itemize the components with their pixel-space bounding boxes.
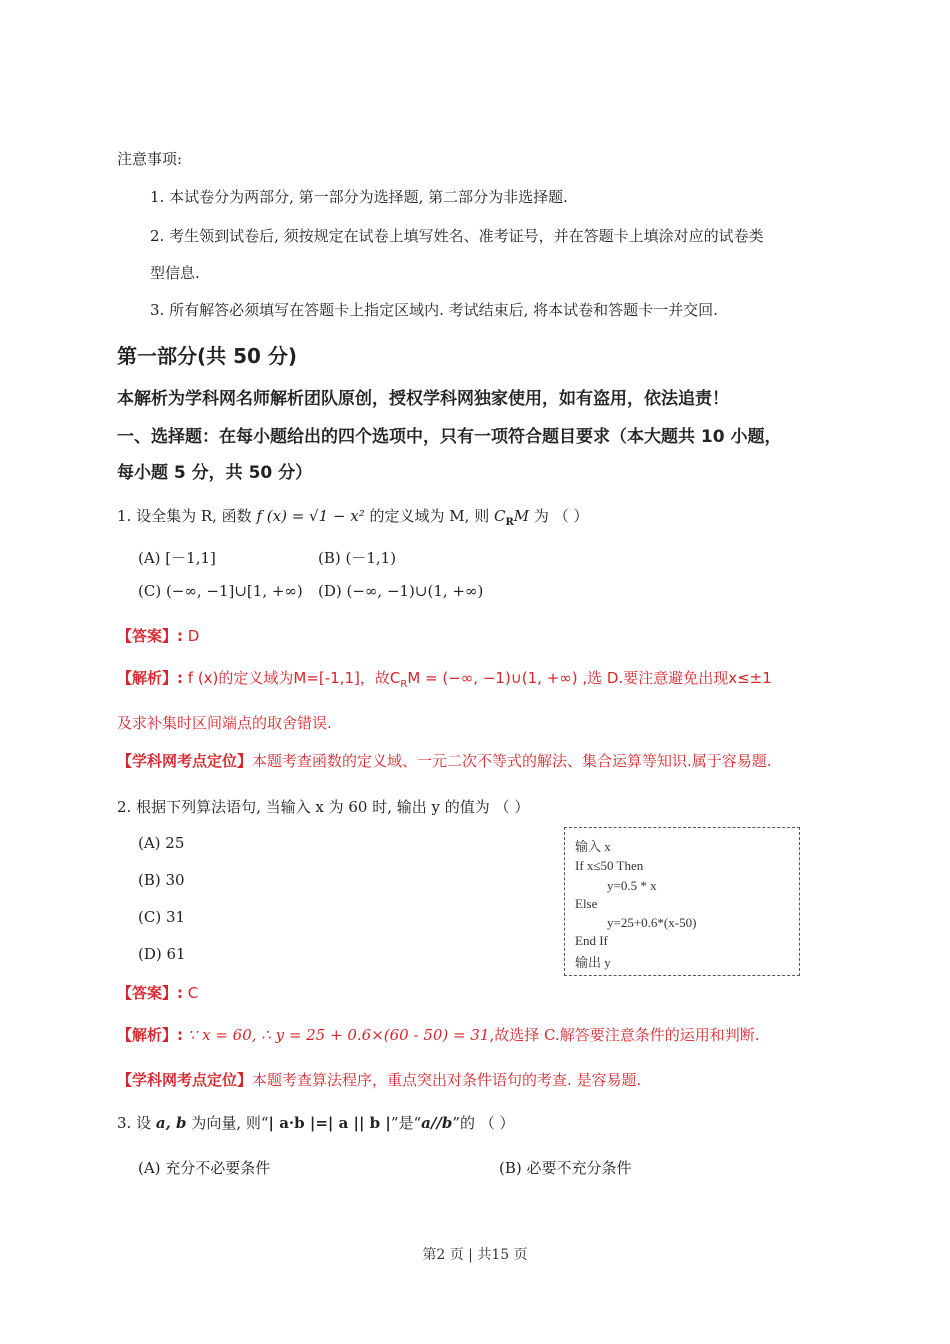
q1-answer: 【答案】: D bbox=[117, 627, 200, 645]
q2-option-b: (B) 30 bbox=[138, 871, 185, 889]
q1-analysis-cont: 及求补集时区间端点的取舍错误. bbox=[117, 714, 332, 732]
notice-title: 注意事项: bbox=[117, 150, 183, 168]
q1-knowledge-point: 【学科网考点定位】本题考查函数的定义域、一元二次不等式的解法、集合运算等知识.属于容易题. bbox=[117, 752, 772, 770]
page-footer: 第2 页 | 共15 页 bbox=[422, 1247, 528, 1263]
notice-item-2: 2. 考生领到试卷后, 须按规定在试卷上填写姓名、准考证号，并在答题卡上填涂对应的试卷类 bbox=[150, 227, 764, 245]
code-line-7: 输出 y bbox=[575, 955, 611, 970]
notice-item-1: 1. 本试卷分为两部分, 第一部分为选择题, 第二部分为非选择题. bbox=[150, 188, 568, 206]
q2-option-d: (D) 61 bbox=[138, 945, 186, 963]
q1-stem bbox=[117, 505, 588, 528]
q2-option-c: (C) 31 bbox=[138, 908, 186, 926]
code-line-1: 输入 x bbox=[575, 839, 611, 854]
q3-option-b: (B) 必要不充分条件 bbox=[499, 1159, 632, 1177]
code-line-3: y=0.5 * x bbox=[607, 878, 657, 893]
q1-option-a: (A) [－1,1] bbox=[138, 549, 216, 567]
q1-stem-b: 的定义域为 M, 则 bbox=[369, 507, 490, 525]
code-line-5: y=25+0.6*(x-50) bbox=[607, 915, 697, 930]
q1-option-b: (B) (－1,1) bbox=[318, 549, 397, 567]
section-instructions-cont: 每小题 5 分，共 50 分） bbox=[117, 463, 313, 483]
q2-analysis: 【解析】: ∵ x = 60, ∴ y = 25 + 0.6×(60 - 50) = 31,故选择 C.解答要注意条件的运用和判断. bbox=[117, 1026, 760, 1044]
q1-stem-c: 为 （ ） bbox=[533, 507, 589, 525]
copyright-notice: 本解析为学科网名师解析团队原创，授权学科网独家使用，如有盗用，依法追责！ bbox=[117, 389, 729, 409]
q1-option-d: (D) (−∞, −1)∪(1, +∞) bbox=[318, 582, 484, 600]
q2-option-a: (A) 25 bbox=[138, 834, 185, 852]
notice-item-3: 3. 所有解答必须填写在答题卡上指定区域内. 考试结束后, 将本试卷和答题卡一并交回. bbox=[150, 301, 718, 319]
algorithm-box bbox=[564, 827, 800, 976]
q3-option-a: (A) 充分不必要条件 bbox=[138, 1159, 271, 1177]
q3-stem: 3. 设 a, b 为向量, 则“| a·b |=| a || b |”是“a//b”的 （ ） bbox=[117, 1114, 515, 1132]
q2-knowledge-point: 【学科网考点定位】本题考查算法程序，重点突出对条件语句的考查. 是容易题. bbox=[117, 1071, 642, 1089]
q1-function: f (x) = √1 − x² bbox=[256, 507, 365, 525]
code-line-4: Else bbox=[575, 896, 598, 911]
q1-complement: $C_RM$ bbox=[493, 507, 530, 528]
section-instructions: 一、选择题：在每小题给出的四个选项中，只有一项符合题目要求（本大题共 10 小题， bbox=[117, 427, 782, 447]
q1-option-c: (C) (−∞, −1]∪[1, +∞) bbox=[138, 582, 303, 600]
q2-answer: 【答案】: C bbox=[117, 984, 199, 1002]
code-line-6: End If bbox=[575, 933, 608, 948]
q1-stem-a: 1. 设全集为 R, 函数 bbox=[117, 507, 252, 525]
q1-analysis: 【解析】: f (x)的定义域为M=[-1,1]，故$C_RM$ = (−∞, −1)∪(1, +∞) ,选 D.要注意避免出现x≤±1 bbox=[117, 669, 772, 690]
code-line-2: If x≤50 Then bbox=[575, 858, 644, 873]
part-heading: 第一部分(共 50 分) bbox=[117, 344, 298, 368]
notice-item-2-cont: 型信息. bbox=[150, 264, 200, 282]
q2-stem: 2. 根据下列算法语句, 当输入 x 为 60 时, 输出 y 的值为 （ ） bbox=[117, 798, 530, 816]
